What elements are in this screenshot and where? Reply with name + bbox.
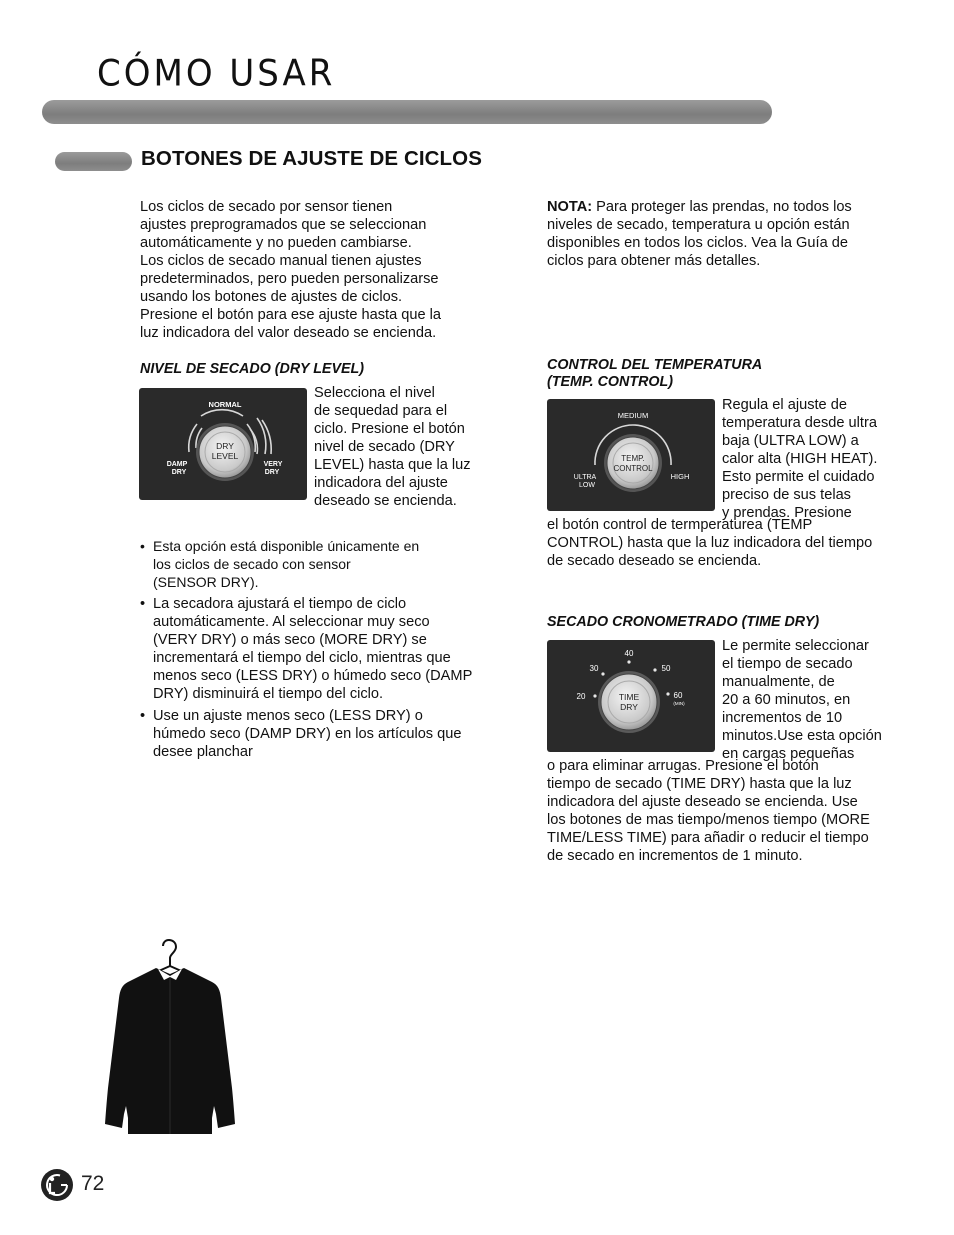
page-number: 72 [81, 1172, 105, 1195]
list-item: • Use un ajuste menos seco (LESS DRY) o húmedo seco (DAMP DRY) en los artículos que desee planchar [140, 707, 505, 761]
dry-level-knob-label-1: DRY [216, 441, 234, 451]
section-title: BOTONES DE AJUSTE DE CICLOS [141, 147, 482, 170]
dry-level-panel-image [139, 388, 307, 500]
time-dry-label-unit: (MIN) [673, 701, 685, 706]
shirt-on-hanger-illustration [100, 938, 240, 1138]
temp-control-panel-image [547, 399, 715, 511]
time-dry-panel-image [547, 640, 715, 752]
list-item: • Esta opción está disponible únicamente en los ciclos de secado con sensor (SENSOR DRY). [140, 537, 505, 591]
note-paragraph: NOTA: Para proteger las prendas, no todos los niveles de secado, temperatura u opción están disponibles en todos los ciclos. Vea la Guía de ciclos para obtener más detalles. [547, 199, 852, 269]
note-label: NOTA: [547, 199, 593, 215]
time-dry-knob-label-2: DRY [620, 702, 638, 712]
temp-control-side-text: Regula el ajuste de temperatura desde ultra baja (ULTRA LOW) a calor alta (HIGH HEAT). Esto permite el cuidado preciso de sus telas y prendas. Presione [722, 397, 878, 521]
temp-control-label-left-1: ULTRA [573, 474, 597, 481]
section-pill-decoration [55, 152, 132, 171]
page-title: CÓMO USAR [97, 52, 336, 96]
dry-level-knob-label-2: LEVEL [211, 451, 239, 461]
temp-control-heading: CONTROL DEL TEMPERATURA (TEMP. CONTROL) [547, 357, 763, 390]
list-item: • La secadora ajustará el tiempo de ciclo automáticamente. Al seleccionar muy seco (VERY DRY) o más seco (MORE DRY) se incrementará el tiempo del ciclo, mientras que menos seco (LESS DRY) o húmedo seco (DAMP DRY) disminuirá el tiempo del ciclo. [140, 595, 505, 703]
time-dry-knob-label-1: TIME [618, 692, 640, 702]
dry-level-label-left-2: DRY [171, 469, 187, 476]
time-dry-label-60: 60 [673, 691, 683, 700]
title-bar-divider [42, 100, 772, 124]
temp-control-knob-label-1: TEMP. [621, 454, 645, 463]
temp-control-knob-label-2: CONTROL [613, 464, 653, 473]
dry-level-label-top: NORMAL [208, 400, 242, 409]
time-dry-side-text: Le permite seleccionar el tiempo de secado manualmente, de 20 a 60 minutos, en incrementos de 10 minutos.Use esta opción en cargas pequeñas [722, 638, 882, 762]
time-dry-label-40: 40 [624, 649, 634, 658]
intro-paragraph: Los ciclos de secado por sensor tienen ajustes preprogramados que se seleccionan automáticamente y no pueden cambiarse. Los ciclos de secado manual tienen ajustes predeterminados, pero pueden personalizarse usando los botones de ajustes de ciclos. Presione el botón para ese ajuste hasta que la luz indicadora del valor deseado se encienda. [140, 199, 442, 341]
time-dry-label-20: 20 [576, 692, 586, 701]
temp-control-label-left-2: LOW [579, 482, 595, 489]
time-dry-label-30: 30 [589, 664, 599, 673]
time-dry-heading: SECADO CRONOMETRADO (TIME DRY) [547, 614, 820, 630]
dry-level-label-right-1: VERY [263, 461, 283, 468]
dry-level-description: Selecciona el nivel de sequedad para el ciclo. Presione el botón nivel de secado (DRY LEVEL) hasta que la luz indicadora del ajuste deseado se encienda. [314, 385, 471, 509]
time-dry-full-text: o para eliminar arrugas. Presione el botón tiempo de secado (TIME DRY) hasta que la luz indicadora del ajuste deseado se encienda. Use los botones de mas tiempo/menos tiempo (MORE TIME/LESS TIME) para añadir o reducir el tiempo de secado en incrementos de 1 minuto. [547, 758, 870, 864]
temp-control-label-top: MEDIUM [617, 411, 649, 420]
dry-level-label-right-2: DRY [264, 469, 280, 476]
time-dry-label-50: 50 [661, 664, 671, 673]
dry-level-heading: NIVEL DE SECADO (DRY LEVEL) [140, 361, 365, 377]
dry-level-bullets [140, 537, 505, 765]
hanger-hook-icon [163, 940, 176, 966]
temp-control-label-right: HIGH [670, 472, 690, 481]
temp-control-full-text: el botón control de termperaturea (TEMP CONTROL) hasta que la luz indicadora del tiempo de secado deseado se encienda. [547, 517, 873, 569]
dry-level-label-left-1: DAMP [166, 461, 188, 468]
lg-logo-icon [40, 1168, 74, 1202]
